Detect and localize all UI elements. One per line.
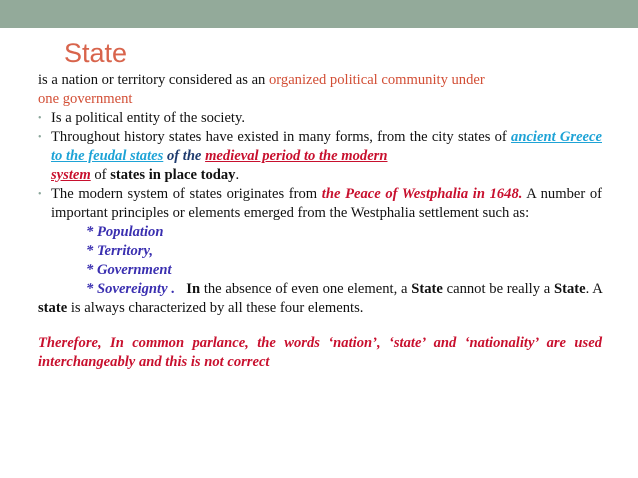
closing-text: the absence of even one element, a: [200, 281, 412, 297]
bullet-text: A number of important principles or elements emerged from the Westphalia settlement such as:: [51, 186, 603, 221]
bullet-item: [38, 185, 602, 223]
bullet-text: of: [90, 167, 111, 183]
closing-paragraph: [38, 280, 602, 318]
closing-text: . A: [585, 281, 602, 297]
element-item: * Territory,: [86, 243, 154, 259]
slide-title: State: [64, 38, 128, 68]
definition: [38, 71, 602, 109]
spacer: [38, 318, 602, 334]
bullet-text: .: [235, 167, 240, 183]
closing-text: cannot be really a: [442, 281, 555, 297]
bullet-icon: •: [38, 132, 42, 143]
medieval-emphasis: medieval period to the modern: [205, 148, 388, 164]
slide-content: [38, 71, 602, 372]
bullet-text: The modern system of states originates from: [51, 186, 322, 202]
element-item: * Sovereignty .: [86, 281, 175, 297]
definition-lead: is a nation or territory considered as an: [38, 72, 269, 88]
element-item: * Government: [86, 262, 172, 278]
bullet-item: [38, 128, 602, 185]
bold-text: State: [554, 281, 586, 297]
emphasis-text: of the: [166, 148, 202, 164]
westphalia-emphasis: the Peace of Westphalia in 1648.: [321, 186, 523, 202]
bullet-icon: •: [38, 189, 42, 200]
element-item: * Population: [86, 224, 164, 240]
bullet-icon: •: [38, 113, 42, 124]
bullet-text: Throughout history states have existed in many forms, from the city states of: [51, 129, 512, 145]
definition-highlight: organized political community under: [269, 72, 485, 88]
definition-highlight-2: one government: [38, 91, 133, 107]
header-bar: [0, 0, 638, 28]
history-link-text: ancient Greece to the feudal states: [51, 129, 602, 164]
bold-text: state: [38, 300, 68, 316]
conclusion: Therefore, In common parlance, the words ‘nation’, ‘state’ and ‘nationality’ are used interchangeably and this is not correct: [38, 335, 602, 370]
bold-text: In: [186, 281, 201, 297]
medieval-emphasis-2: system: [51, 167, 91, 183]
bullet-text: Is a political entity of the society.: [51, 110, 245, 126]
closing-text: is always characterized by all these four elements.: [67, 300, 364, 316]
bold-text: states in place today: [110, 167, 236, 183]
bullet-item: [38, 109, 602, 128]
bold-text: State: [411, 281, 443, 297]
